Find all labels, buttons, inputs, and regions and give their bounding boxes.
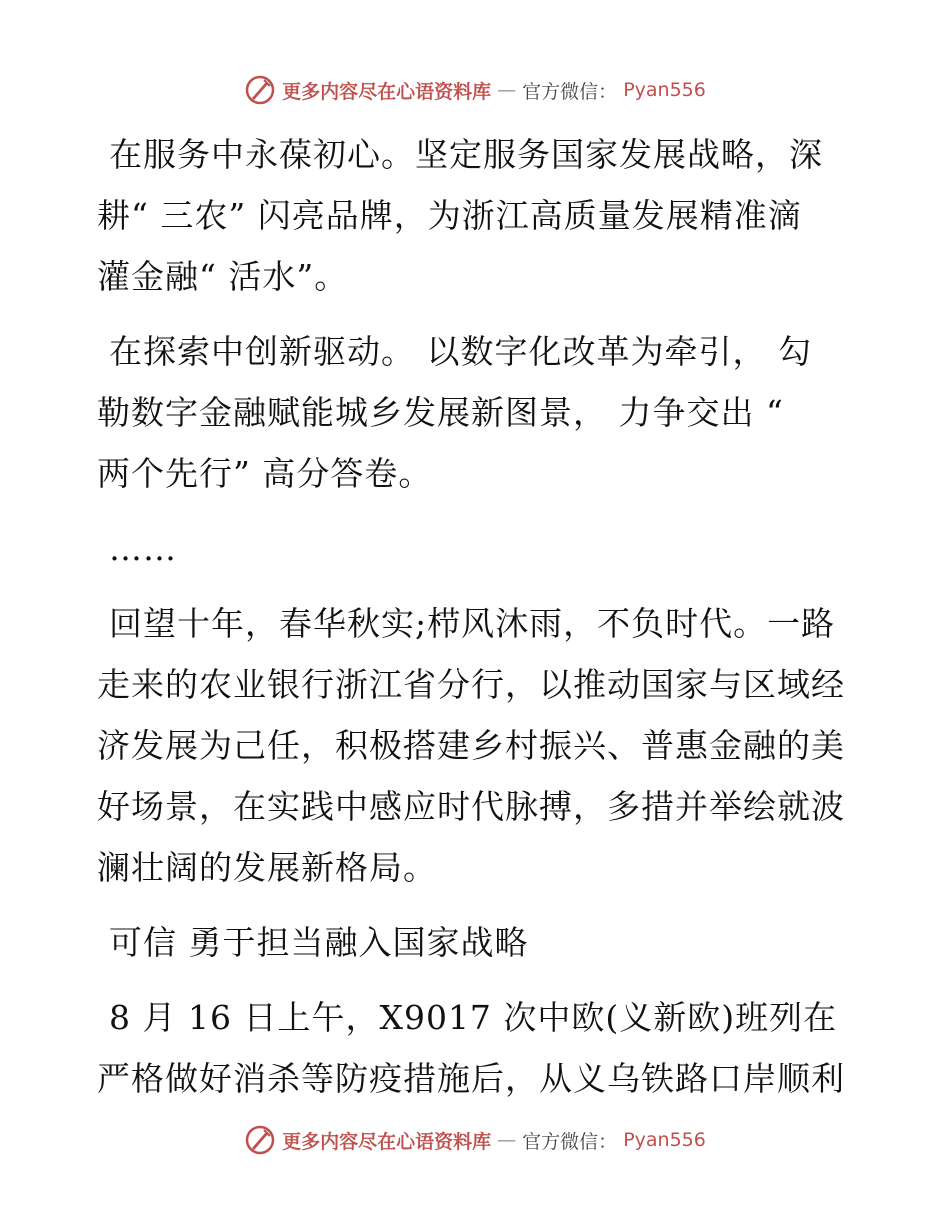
footer-watermark-banner (0, 1120, 950, 1160)
paragraph-ellipsis (97, 518, 857, 579)
quill-logo-icon (244, 1124, 276, 1156)
text-line: 澜壮阔的发展新格局。 (97, 848, 437, 887)
wechat-label: 官方微信： (522, 1130, 618, 1153)
text-line: …… (109, 529, 177, 568)
banner-separator: — (497, 1129, 517, 1151)
paragraph-serve-original-aspiration (97, 124, 857, 307)
text-line: 走来的农业银行浙江省分行，以推动国家与区域经 (97, 665, 845, 704)
wechat-id: Pyan556 (623, 1129, 706, 1151)
text-line: 两个先行” 高分答卷。 (97, 454, 433, 493)
banner-separator: — (497, 79, 517, 101)
text-line: 在服务中永葆初心。坚定服务国家发展战略，深 (109, 135, 823, 174)
text-line: 济发展为己任，积极搭建乡村振兴、普惠金融的美 (97, 726, 845, 765)
section-heading (97, 912, 857, 973)
text-line: 好场景，在实践中感应时代脉搏，多措并举绘就波 (97, 787, 845, 826)
quill-logo-icon (244, 74, 276, 106)
paragraph-innovation-driven (97, 321, 857, 504)
text-line: 严格做好消杀等防疫措施后，从义乌铁路口岸顺利 (97, 1059, 845, 1098)
text-line: 勒数字金融赋能城乡发展新图景， 力争交出 “ (97, 393, 784, 432)
text-line: 在探索中创新驱动。 以数字化改革为牵引， 勾 (109, 332, 812, 371)
wechat-label: 官方微信： (522, 80, 618, 103)
header-watermark-banner (0, 70, 950, 110)
document-body (97, 124, 857, 1123)
text-line: 8 月 16 日上午，X9017 次中欧(义新欧)班列在 (109, 998, 838, 1037)
text-line: 回望十年，春华秋实;栉风沐雨，不负时代。一路 (109, 604, 836, 643)
text-line: 灌金融“ 活水”。 (97, 257, 349, 296)
heading-line: 可信 勇于担当融入国家战略 (109, 923, 529, 962)
paragraph-china-europe-train (97, 987, 857, 1109)
text-line: 耕“ 三农” 闪亮品牌，为浙江高质量发展精准滴 (97, 196, 802, 235)
paragraph-decade-review (97, 593, 857, 898)
site-name: 更多内容尽在心语资料库 (282, 1130, 492, 1153)
site-name: 更多内容尽在心语资料库 (282, 80, 492, 103)
wechat-id: Pyan556 (623, 79, 706, 101)
